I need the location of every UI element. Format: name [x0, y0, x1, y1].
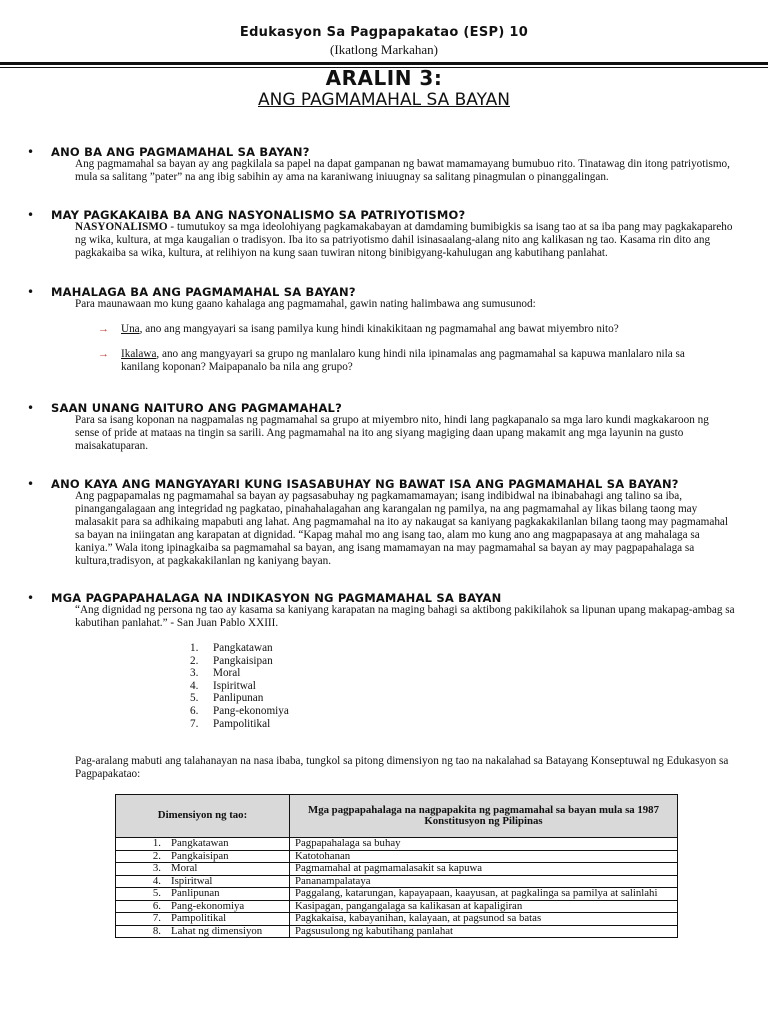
list-item: 6. Pang-ekonomiya — [190, 704, 289, 717]
lesson-title: ANG PAGMAMAHAL SA BAYAN — [258, 90, 510, 110]
section-heading: ANO BA ANG PAGMAMAHAL SA BAYAN? — [51, 145, 310, 159]
section-body — [75, 221, 735, 260]
bullet: • — [27, 145, 35, 159]
section-body: Para maunawaan mo kung gaano kahalaga ang pagmamahal, gawin nating halimbawa ang sumusunod: — [75, 298, 536, 310]
column-header-values: Mga pagpapahalaga na nagpapakita ng pagmamahal sa bayan mula sa 1987 Konstitusyon ng Pilipinas — [290, 795, 678, 838]
section-quote: “Ang dignidad ng persona ng tao ay kasama sa kaniyang karapatan na maging bahagi sa aktibong pakikilahok sa lipunan upang makapag-ambag sa kabutihan panlahat.” - San Juan Pablo XXIII. — [75, 604, 735, 629]
example-text: , ano ang mangyayari sa isang pamilya kung hindi kinakikitaan ng pagmamahal ang bawat miyembro nito? — [139, 323, 619, 335]
section-body: Para sa isang koponan na nagpamalas ng pagmamahal sa grupo at miyembro nito, hindi lang pagkapanalo sa mga laro kundi magkakaroon ng sense of pride at mataas na tingin sa sarili. Ang pagmamahal na ito ang siyang magiging daan upang makamit ang mga layunin na gusto maisakatuparan. — [75, 414, 709, 452]
arrow-bullet-icon: → — [98, 323, 109, 335]
dimensions-list — [190, 642, 289, 730]
bullet: • — [27, 401, 35, 415]
dimensions-table — [115, 794, 678, 938]
lesson-number: ARALIN 3: — [325, 66, 443, 90]
section-heading: ANO KAYA ANG MANGYAYARI KUNG ISASABUHAY NG BAWAT ISA ANG PAGMAMAHAL SA BAYAN? — [51, 477, 679, 491]
course-title: Edukasyon Sa Pagpapakatao (ESP) 10 — [239, 25, 529, 40]
arrow-bullet-icon: → — [98, 348, 109, 360]
table-row: 8. Lahat ng dimensiyon Pagsusulong ng kabutihang panlahat — [116, 925, 678, 938]
section-body: Ang pagmamahal sa bayan ay ang pagkilala sa papel na dapat gampanan ng bawat mamamayang bumubuo rito. Tinatawag din itong patriyotismo, mula sa salitang ”pater” na ang ibig sabihin ay ama na karaniwang iniuugnay sa salitang pinagmulan o pinanggalingan. — [75, 158, 730, 183]
quarter-subtitle: (Ikatlong Markahan) — [330, 42, 438, 57]
table-row: 3. Moral Pagmamahal at pagmamalasakit sa kapuwa — [116, 863, 678, 876]
table-row: 5. Panlipunan Paggalang, katarungan, kapayapaan, kaayusan, at pagkalinga sa pamilya at salinlahi — [116, 888, 678, 901]
example-label: Ikalawa — [121, 348, 157, 360]
list-item: 3. Moral — [190, 667, 241, 680]
term-nasyonalismo: NASYONALISMO — [75, 221, 168, 233]
table-row: 1. Pangkatawan Pagpapahalaga sa buhay — [116, 838, 678, 851]
section-body: Ang pagpapamalas ng pagmamahal sa bayan ay pagsasabuhay ng pagkamamamayan; isang indibidwal na ibinabahagi ang talino sa iba, pinangangalagaan ang integridad ng pagkatao, pinahahalagahan ang karangalan ng pamilya, na ang pagmamahal ay likas bilang taong may malasakit para sa adhikaing mapabuti ang lahat. Ang pagmamahal na ito ay nakaugat sa kaniyang pagkakakilanlan bilang taong may pagmamahal sa bayan na iniingatan ang karapatan at dignidad. “Kapag mahal mo ang isang tao, alam mo kung ano ang magpapasaya at ang mahalaga sa kaniya.” Wala itong ipinagkaiba sa pagmamahal sa bayan, ang isang mamamayan na may pagmamahal sa bayan ay may pagpapahalaga sa kultura,tradisyon, at pagkakakilanlan ng kaniyang bayan. — [75, 490, 729, 567]
section-heading: MGA PAGPAPAHALAGA NA INDIKASYON NG PAGMAMAHAL SA BAYAN — [51, 591, 502, 605]
list-item: 1. Pangkatawan — [190, 642, 273, 654]
bullet: • — [27, 285, 35, 299]
table-row: 4. Ispiritwal Pananampalataya — [116, 875, 678, 888]
table-row: 6. Pang-ekonomiya Kasipagan, pangangalaga sa kalikasan at kapaligiran — [116, 900, 678, 913]
section-heading: MAHALAGA BA ANG PAGMAMAHAL SA BAYAN? — [51, 285, 356, 299]
section-heading: SAAN UNANG NAITURO ANG PAGMAMAHAL? — [51, 401, 342, 415]
bullet: • — [27, 477, 35, 491]
list-item: 4. Ispiritwal — [190, 679, 256, 692]
example-text: , ano ang mangyayari sa grupo ng manlalaro kung hindi nila ipinamalas ang pagmamahal sa kapuwa manlalaro nila sa kanilang koponan? Maipapanalo ba nila ang grupo? — [121, 348, 685, 373]
table-row: 7. Pampolitikal Pagkakaisa, kabayanihan, kalayaan, at pagsunod sa batas — [116, 913, 678, 926]
table-row: 2. Pangkaisipan Katotohanan — [116, 850, 678, 863]
example-label: Una — [121, 323, 140, 335]
list-item: 5. Panlipunan — [190, 692, 264, 705]
section-heading: MAY PAGKAKAIBA BA ANG NASYONALISMO SA PATRIYOTISMO? — [51, 208, 466, 222]
bullet: • — [27, 208, 35, 222]
table-intro: Pag-aralang mabuti ang talahanayan na nasa ibaba, tungkol sa pitong dimensiyon ng tao na nakalahad sa Batayang Konseptuwal ng Edukasyon sa Pagpapakatao: — [75, 755, 729, 780]
header-rule-thick — [0, 62, 768, 65]
column-header-dimension: Dimensiyon ng tao: — [116, 795, 290, 838]
list-item: 7. Pampolitikal — [190, 717, 271, 730]
table-header-row — [116, 795, 678, 838]
term-definition: - tumutukoy sa mga ideolohiyang pagkamakabayan at damdaming bumibigkis sa isang tao at sa iba pang may pagkakapareho​ng wika, kultura, at mga kaugalian o tradisyon. Iba ito sa patriyotismo dahil isinasaalang-alang nito ang kalikasan ng tao. Kasama rin dito ang pagkakaiba sa wika, kultura, at relihiyon na kung saan tuwiran nitong binibigyang-kahulugan ang kabutihang panlahat. — [75, 221, 733, 259]
list-item: 2. Pangkaisipan — [190, 654, 273, 667]
bullet: • — [27, 591, 35, 605]
